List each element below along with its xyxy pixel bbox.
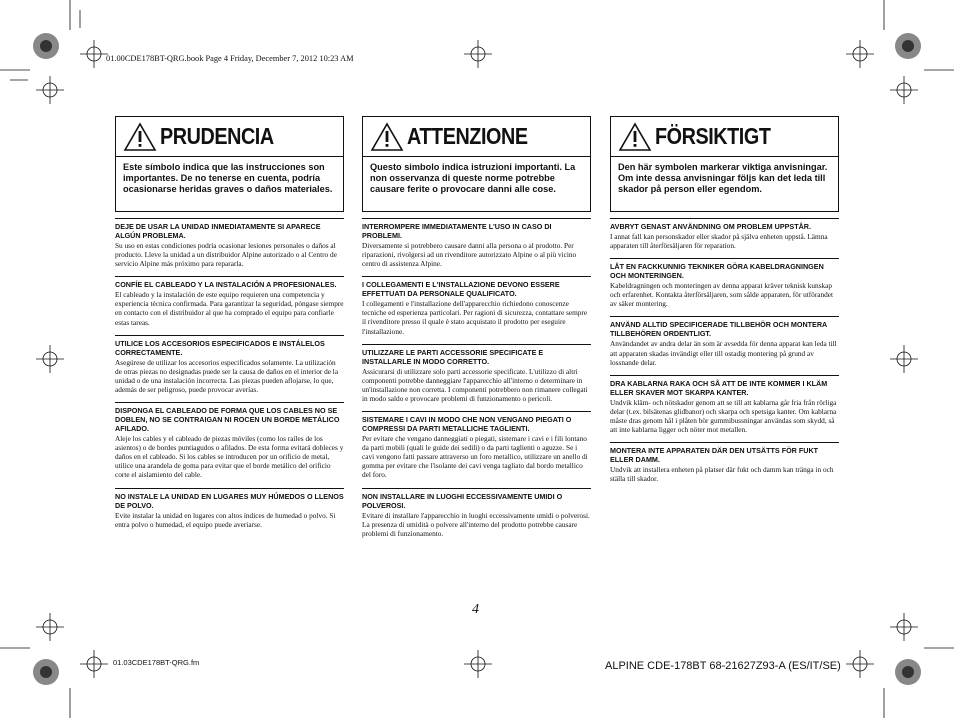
section-body: Asegúrese de utilizar los accesorios especificados solamente. La utilización de otras piezas no designadas puede ser la causa de daños en el interior de la unidad o de una instalación incorrecta. Las piezas pueden aflojarse, lo que, además de ser peligroso, puede provocar averías. [115, 357, 339, 394]
page-number: 4 [472, 602, 479, 617]
intro-box: Este símbolo indica que las instrucciones son importantes. De no tenerse en cuenta, podría ocasionarse heridas graves o daños materiales. [115, 156, 344, 212]
section [115, 276, 344, 326]
warning-triangle-icon [618, 122, 652, 152]
section-body: Evitare di installare l'apparecchio in luoghi eccessivamente umidi o polverosi. La presenza di umidità o polvere all'interno del prodotto potrebbe causare problemi di funzionamento. [362, 510, 590, 538]
section-heading: CONFÍE EL CABLEADO Y LA INSTALACIÓN A PROFESIONALES. [115, 280, 337, 290]
footer-file-name: 01.03CDE178BT-QRG.fm [113, 658, 200, 667]
section [362, 488, 591, 538]
section-heading: LÅT EN FACKKUNNIG TEKNIKER GÖRA KABELDRAGNINGEN OCH MONTERINGEN. [610, 262, 824, 281]
section [115, 218, 344, 268]
column-swedish [610, 116, 839, 491]
section-body: Undvik att installera enheten på platser där fukt och damm kan tränga in och ställa till skador. [610, 465, 834, 484]
footer-model-line: ALPINE CDE-178BT 68-21627Z93-A (ES/IT/SE) [605, 660, 841, 672]
section-heading: UTILICE LOS ACCESORIOS ESPECIFICADOS E INSTÁLELOS CORRECTAMENTE. [115, 338, 325, 357]
warning-triangle-icon [123, 122, 157, 152]
section-heading: DRA KABLARNA RAKA OCH SÅ ATT DE INTE KOMMER I KLÄM ELLER SKAVER MOT SKARPA KANTER. [610, 378, 828, 397]
section [610, 375, 839, 434]
column-italian [362, 116, 591, 546]
warning-triangle-icon [370, 122, 404, 152]
section-heading: DEJE DE USAR LA UNIDAD INMEDIATAMENTE SI APARECE ALGÚN PROBLEMA. [115, 222, 321, 240]
section-heading: NON INSTALLARE IN LUOGHI ECCESSIVAMENTE UMIDI O POLVEROSI. [362, 491, 563, 510]
section-body: Undvik kläm- och nötskador genom att se till att kablarna går fria från rörliga delar (t.ex. bilsätenas glidbanor) och skarpa och spetsiga kanter. Om kablarna måste dras genom hål i plåten bör gummibussningar användas som skydd, så att inte kablarna ligger och nöter mot metallen. [610, 397, 837, 435]
section [610, 258, 839, 308]
section-heading: I COLLEGAMENTI E L'INSTALLAZIONE DEVONO ESSERE EFFETTUATI DA PERSONALE QUALIFICATO. [362, 280, 560, 299]
section-body: El cableado y la instalación de este equipo requieren una competencia y experiencia técnica confirmada. Para garantizar la seguridad, póngase siempre en contacto con el distribuidor al que ha comprado el equipo para confiarle estas tareas. [115, 290, 344, 327]
section-heading: ANVÄND ALLTID SPECIFICERADE TILLBEHÖR OCH MONTERA TILLBEHÖREN ORDENTLIGT. [610, 320, 827, 339]
warning-banner [115, 116, 344, 156]
section-body: Kabeldragningen och monteringen av denna apparat kräver teknisk kunskap och erfarenhet. Kontakta återförsäljaren, som sålde apparaten, för utförandet av säker montering. [610, 281, 834, 309]
banner-title: FÖRSIKTIGT [655, 123, 771, 149]
section [610, 442, 839, 483]
section [115, 402, 344, 479]
section-heading: UTILIZZARE LE PARTI ACCESSORIE SPECIFICATE E INSTALLARLE IN MODO CORRETTO. [362, 347, 544, 366]
section-heading: DISPONGA EL CABLEADO DE FORMA QUE LOS CABLES NO SE DOBLEN, NO SE CONTRAIGAN NI ROCEN UN BORDE METÁLICO AFILADO. [115, 406, 340, 434]
section-body: I annat fall kan personskador eller skador på själva enheten uppstå. Lämna apparaten till återförsäljaren för reparation. [610, 232, 828, 251]
section-heading: SISTEMARE I CAVI IN MODO CHE NON VENGANO PIEGATI O COMPRESSI DA PARTI METALLICHE TAGLIENTI. [362, 415, 572, 434]
section-heading: NO INSTALE LA UNIDAD EN LUGARES MUY HÚMEDOS O LLENOS DE POLVO. [115, 491, 344, 510]
section [115, 335, 344, 394]
section-heading: INTERROMPERE IMMEDIATAMENTE L'USO IN CASO DI PROBLEMI. [362, 222, 552, 240]
section-heading: MONTERA INTE APPARATEN DÄR DEN UTSÄTTS FÖR FUKT ELLER DAMM. [610, 446, 819, 465]
section-body: Evite instalar la unidad en lugares con altos índices de humedad o polvo. Si entra polvo o humedad, el equipo puede averiarse. [115, 510, 336, 529]
section-body: Aleje los cables y el cableado de piezas móviles (como los raíles de los asientos) o de bordes puntiagudos o afilados. De esta forma evitará dobleces y daños en el cableado. Si los cables se introducen por un orificio de metal, utilice una arandela de goma para evitar que el borde metálico del orificio corte el aislamiento del cable. [115, 434, 344, 480]
warning-banner [610, 116, 839, 156]
sections [610, 218, 839, 483]
sections [115, 218, 344, 529]
section [362, 411, 591, 479]
section-body: Assicurarsi di utilizzare solo parti accessorie specificate. L'utilizzo di altri componenti potrebbe danneggiare l'apparecchio all'interno o determinare in un'installazione non corretta. I componenti potrebbero non rimanere collegati in modo saldo e provocare problemi di funzionamento o pericoli. [362, 366, 588, 403]
section [610, 218, 839, 250]
section [362, 218, 591, 268]
warning-banner [362, 116, 591, 156]
section [362, 276, 591, 335]
section [610, 316, 839, 366]
file-header: 01.00CDE178BT-QRG.book Page 4 Friday, December 7, 2012 10:23 AM [106, 54, 354, 63]
banner-title: PRUDENCIA [160, 123, 274, 149]
sections [362, 218, 591, 538]
section-body: Per evitare che vengano danneggiati o piegati, sistemare i cavi e i fili lontano da parti mobili (quali le guide dei sedili) o da parti taglienti o aguzze. Se i cavi vengono fatti passare attraverso un foro metallico, utilizzare un anello di gomma per evitare che l'isolante dei cavi venga tagliato dal bordo metallico del foro. [362, 434, 588, 480]
section-body: Användandet av andra delar än som är avsedda för denna apparat kan leda till att apparaten skadas invändigt eller till ostadig montering på grund av lossnande delar. [610, 339, 837, 367]
banner-title: ATTENZIONE [407, 123, 528, 149]
section-body: Su uso en estas condiciones podría ocasionar lesiones personales o daños al producto. Lleve la unidad a un distribuidor Alpine autorizado o al Centro de servicio Alpine más próximo para repararla. [115, 241, 337, 269]
column-spanish [115, 116, 344, 537]
intro-box: Den här symbolen markerar viktiga anvisningar. Om inte dessa anvisningar följs kan det leda till skador på person eller egendom. [610, 156, 839, 212]
section-body: I collegamenti e l'installazione dell'apparecchio richiedono conoscenze tecniche ed esperienza particolari. Per ragioni di sicurezza, contattare sempre il rivenditore presso il quale è stato acquistato il prodotto per eseguire l'installazione. [362, 299, 588, 336]
section-heading: AVBRYT GENAST ANVÄNDNING OM PROBLEM UPPSTÅR. [610, 222, 811, 231]
intro-box: Questo simbolo indica istruzioni importanti. La non osservanza di queste norme potrebbe causare ferite o provocare danni alle cose. [362, 156, 591, 212]
section [115, 488, 344, 529]
section-body: Diversamente si potrebbero causare danni alla persona o al prodotto. Per riparazioni, rivolgersi ad un rivenditore autorizzato Alpine o al più vicino centro di assistenza Alpine. [362, 241, 577, 269]
section [362, 344, 591, 403]
